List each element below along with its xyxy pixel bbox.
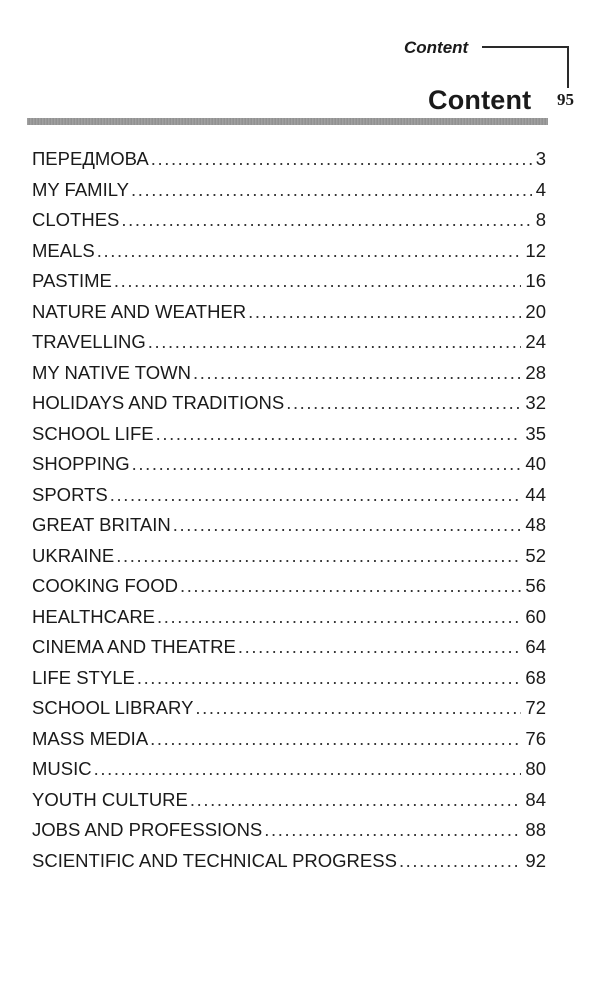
toc-entry-title: HOLIDAYS AND TRADITIONS [32,392,285,413]
toc-entry-title: PASTIME [32,270,112,291]
toc-entry-title: COOKING FOOD [32,575,178,596]
toc-dot-leader [131,175,532,206]
table-of-contents [32,144,546,876]
toc-entry-page: 20 [525,300,546,322]
toc-entry-title: CLOTHES [32,209,120,230]
toc-entry [32,693,546,724]
toc-entry-page: 8 [535,209,546,230]
toc-entry [32,846,546,877]
toc-entry-page: 44 [525,483,546,505]
toc-dot-leader [190,785,522,816]
toc-dot-leader [116,541,521,572]
toc-entry-title: UKRAINE [32,544,115,566]
toc-entry-page: 3 [535,148,546,169]
toc-entry-page: 72 [525,697,546,718]
running-head-rule-vertical [567,46,569,88]
toc-entry-page: 76 [525,727,546,749]
toc-dot-leader [151,144,532,175]
toc-entry [32,480,546,511]
toc-entry [32,205,546,236]
toc-entry [32,388,546,419]
toc-dot-leader [195,693,521,724]
toc-entry [32,602,546,633]
toc-entry-title: SCHOOL LIFE [32,422,154,444]
running-head: Content [404,38,469,57]
toc-dot-leader [180,571,521,602]
toc-entry [32,419,546,450]
toc-entry [32,236,546,267]
toc-dot-leader [173,510,522,541]
toc-dot-leader [193,358,521,389]
toc-entry-page: 80 [525,758,546,779]
toc-entry-title: LIFE STYLE [32,666,135,688]
toc-entry-page: 68 [525,666,546,688]
toc-dot-leader [110,480,522,511]
toc-entry [32,724,546,755]
toc-dot-leader [132,449,522,480]
title-divider-band [27,118,548,125]
toc-entry-page: 64 [525,636,546,657]
toc-entry-page: 4 [535,178,546,200]
toc-entry [32,358,546,389]
toc-entry-title: ПЕРЕДМОВА [32,148,149,169]
toc-entry [32,510,546,541]
toc-entry [32,541,546,572]
toc-entry-title: CINEMA AND THEATRE [32,636,236,657]
toc-entry [32,449,546,480]
toc-entry-page: 24 [525,331,546,352]
page-number: 95 [557,90,574,109]
toc-entry-title: TRAVELLING [32,331,146,352]
toc-entry-page: 48 [525,514,546,535]
toc-entry-title: GREAT BRITAIN [32,514,171,535]
toc-entry-page: 12 [525,239,546,261]
toc-dot-leader [94,754,522,785]
toc-entry-title: MY NATIVE TOWN [32,361,191,383]
toc-entry-page: 28 [525,361,546,383]
toc-entry-page: 52 [525,544,546,566]
running-head-rule [482,46,568,48]
toc-entry-title: SHOPPING [32,453,130,474]
page-title: Content [428,85,532,115]
toc-entry-page: 32 [525,392,546,413]
toc-entry-title: MUSIC [32,758,92,779]
toc-dot-leader [114,266,522,297]
toc-entry-title: MASS MEDIA [32,727,149,749]
toc-dot-leader [148,327,522,358]
toc-dot-leader [97,236,522,267]
toc-entry-title: MY FAMILY [32,178,129,200]
toc-entry-title: MEALS [32,239,95,261]
toc-dot-leader [121,205,531,236]
toc-entry [32,663,546,694]
toc-dot-leader [150,724,521,755]
toc-dot-leader [399,846,521,877]
toc-entry [32,815,546,846]
toc-dot-leader [156,419,522,450]
toc-entry-title: SCHOOL LIBRARY [32,697,194,718]
toc-entry [32,175,546,206]
toc-entry-page: 60 [525,605,546,627]
toc-dot-leader [137,663,522,694]
toc-entry-title: SPORTS [32,483,108,505]
toc-dot-leader [248,297,521,328]
toc-dot-leader [157,602,521,633]
toc-entry-page: 88 [525,819,546,840]
toc-entry-page: 92 [525,849,546,871]
toc-entry [32,754,546,785]
toc-entry-title: HEALTHCARE [32,605,156,627]
toc-entry [32,785,546,816]
toc-entry [32,571,546,602]
toc-entry [32,297,546,328]
toc-entry [32,266,546,297]
toc-entry [32,327,546,358]
toc-dot-leader [286,388,521,419]
toc-entry-page: 40 [525,453,546,474]
toc-entry [32,632,546,663]
toc-entry-title: NATURE AND WEATHER [32,300,247,322]
toc-entry [32,144,546,175]
toc-dot-leader [238,632,522,663]
toc-dot-leader [264,815,521,846]
toc-entry-page: 56 [525,575,546,596]
toc-entry-page: 16 [525,270,546,291]
toc-entry-page: 84 [525,788,546,810]
toc-entry-page: 35 [525,422,546,444]
toc-entry-title: YOUTH CULTURE [32,788,188,810]
toc-entry-title: SCIENTIFIC AND TECHNICAL PROGRESS [32,849,397,871]
toc-entry-title: JOBS AND PROFESSIONS [32,819,263,840]
